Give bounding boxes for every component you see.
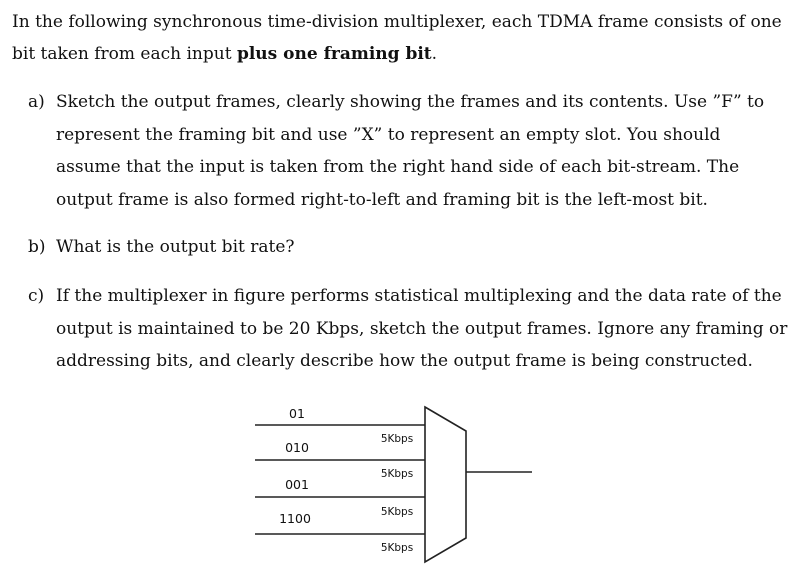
- question-b-label: b): [28, 237, 46, 257]
- question-c-label: c): [28, 286, 45, 306]
- input-rate-3: 5Kbps: [380, 506, 414, 518]
- question-c-text: If the multiplexer in figure performs statistical multiplexing and the data rate of the output is maintained to be 20 Kbps, sketch the output frames. Ignore any framing or addressing bits, and clearly describe how the output frame is being constructed.: [56, 286, 788, 371]
- question-a-text: Sketch the output frames, clearly showing the frames and its contents. Use ”F” to represent the framing bit and use ”X” to represent an empty slot. You should assume that the input is taken from the right hand side of each bit-stream. The output frame is also formed right-to-left and framing bit is the left-most bit.: [56, 92, 765, 210]
- input-rate-1: 5Kbps: [380, 433, 414, 445]
- question-a-label: a): [28, 92, 45, 112]
- input-bits-3: 001: [285, 477, 309, 492]
- intro-text-start: In the following synchronous time-division multiplexer, each TDMA frame consists of one bit taken from each input: [12, 12, 782, 64]
- intro-text-end: .: [431, 44, 438, 64]
- input-bits-2: 010: [285, 440, 309, 455]
- input-rate-4: 5Kbps: [380, 542, 414, 554]
- input-rate-2: 5Kbps: [380, 468, 414, 480]
- intro-bold-text: plus one framing bit: [236, 44, 432, 64]
- input-bits-1: 01: [289, 406, 305, 421]
- question-b-text: What is the output bit rate?: [56, 237, 295, 257]
- multiplexer-block: [425, 407, 466, 562]
- input-bits-4: 1100: [279, 511, 311, 526]
